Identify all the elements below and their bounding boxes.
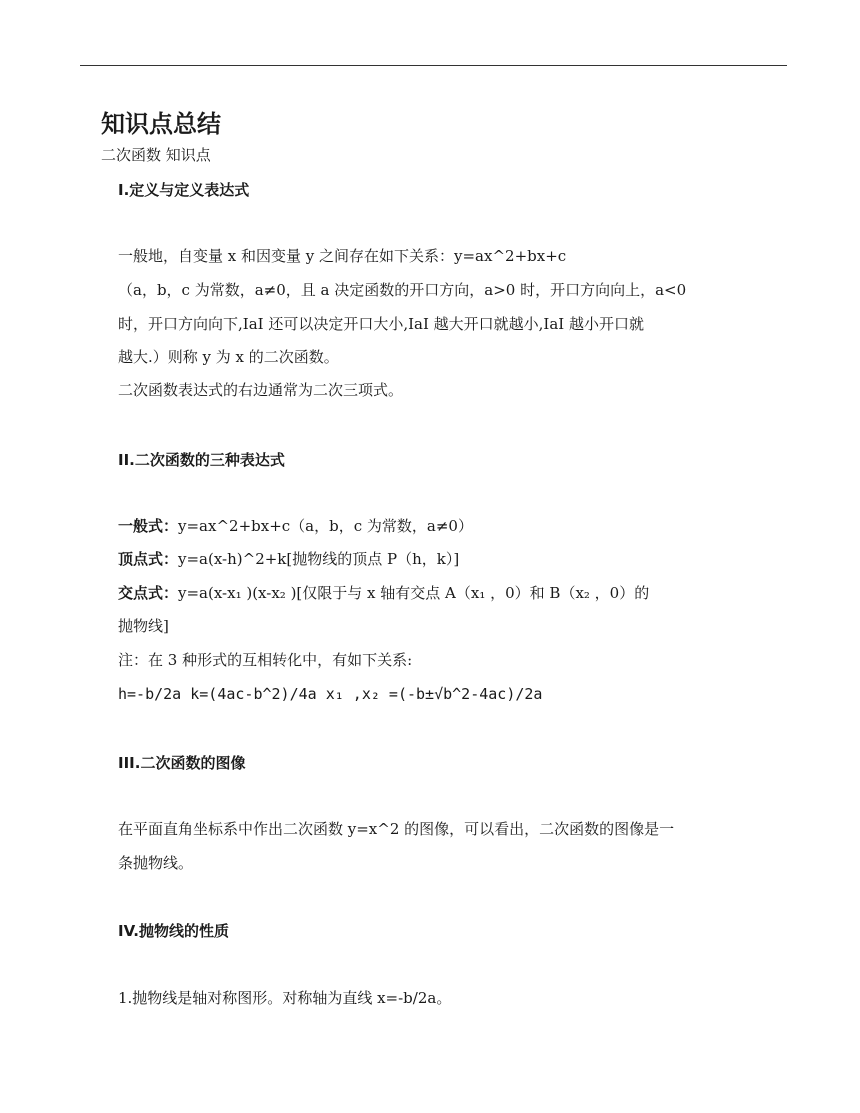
intercept-form-label: 交点式： [118, 584, 179, 602]
intercept-form-line [118, 582, 649, 604]
section-1-paragraph-line-5: 二次函数表达式的右边通常为二次三项式。 [118, 381, 404, 399]
general-form-label: 一般式： [118, 517, 179, 535]
section-1-paragraph-line-3: 时，开口方向向下,IaI 还可以决定开口大小,IaI 越大开口就越小,IaI 越小开口就 [118, 315, 644, 333]
document-subtitle: 二次函数 知识点 [101, 146, 211, 164]
vertex-form-text: y=a(x-h)^2+k[抛物线的顶点 P（h，k）] [178, 550, 460, 568]
general-form-text: y=ax^2+bx+c（a，b，c 为常数，a≠0） [178, 517, 473, 535]
document-title: 知识点总结 [101, 110, 221, 138]
section-1-paragraph-line-4: 越大.）则称 y 为 x 的二次函数。 [118, 348, 339, 366]
section-1-paragraph-line-1: 一般地，自变量 x 和因变量 y 之间存在如下关系：y=ax^2+bx+c [118, 247, 567, 265]
section-1-paragraph-line-2: （a，b，c 为常数，a≠0，且 a 决定函数的开口方向，a>0 时，开口方向向上，a<0 [118, 281, 687, 299]
conversion-note: 注：在 3 种形式的互相转化中，有如下关系: [118, 651, 413, 669]
section-2-heading: II.二次函数的三种表达式 [118, 451, 285, 469]
section-1-heading: I.定义与定义表达式 [118, 181, 250, 199]
section-3-paragraph-line-2: 条抛物线。 [118, 854, 194, 872]
general-form-line [118, 515, 473, 537]
vertex-form-line [118, 548, 459, 570]
section-4-heading: IV.抛物线的性质 [118, 922, 229, 940]
section-3-paragraph-line-1: 在平面直角坐标系中作出二次函数 y=x^2 的图像，可以看出，二次函数的图像是一 [118, 820, 675, 838]
vertex-form-label: 顶点式： [118, 550, 179, 568]
conversion-formula: h=-b/2a k=(4ac-b^2)/4a x₁ ,x₂ =(-b±√b^2-4ac)/2a [118, 685, 543, 703]
intercept-form-text-continued: 抛物线] [118, 617, 169, 635]
intercept-form-text: y=a(x-x₁ )(x-x₂ )[仅限于与 x 轴有交点 A（x₁ ，0）和 B（x₂ ，0）的 [178, 584, 650, 602]
section-3-heading: III.二次函数的图像 [118, 754, 246, 772]
section-4-paragraph-line-1: 1.抛物线是轴对称图形。对称轴为直线 x=-b/2a。 [118, 989, 452, 1007]
header-rule [80, 65, 787, 66]
